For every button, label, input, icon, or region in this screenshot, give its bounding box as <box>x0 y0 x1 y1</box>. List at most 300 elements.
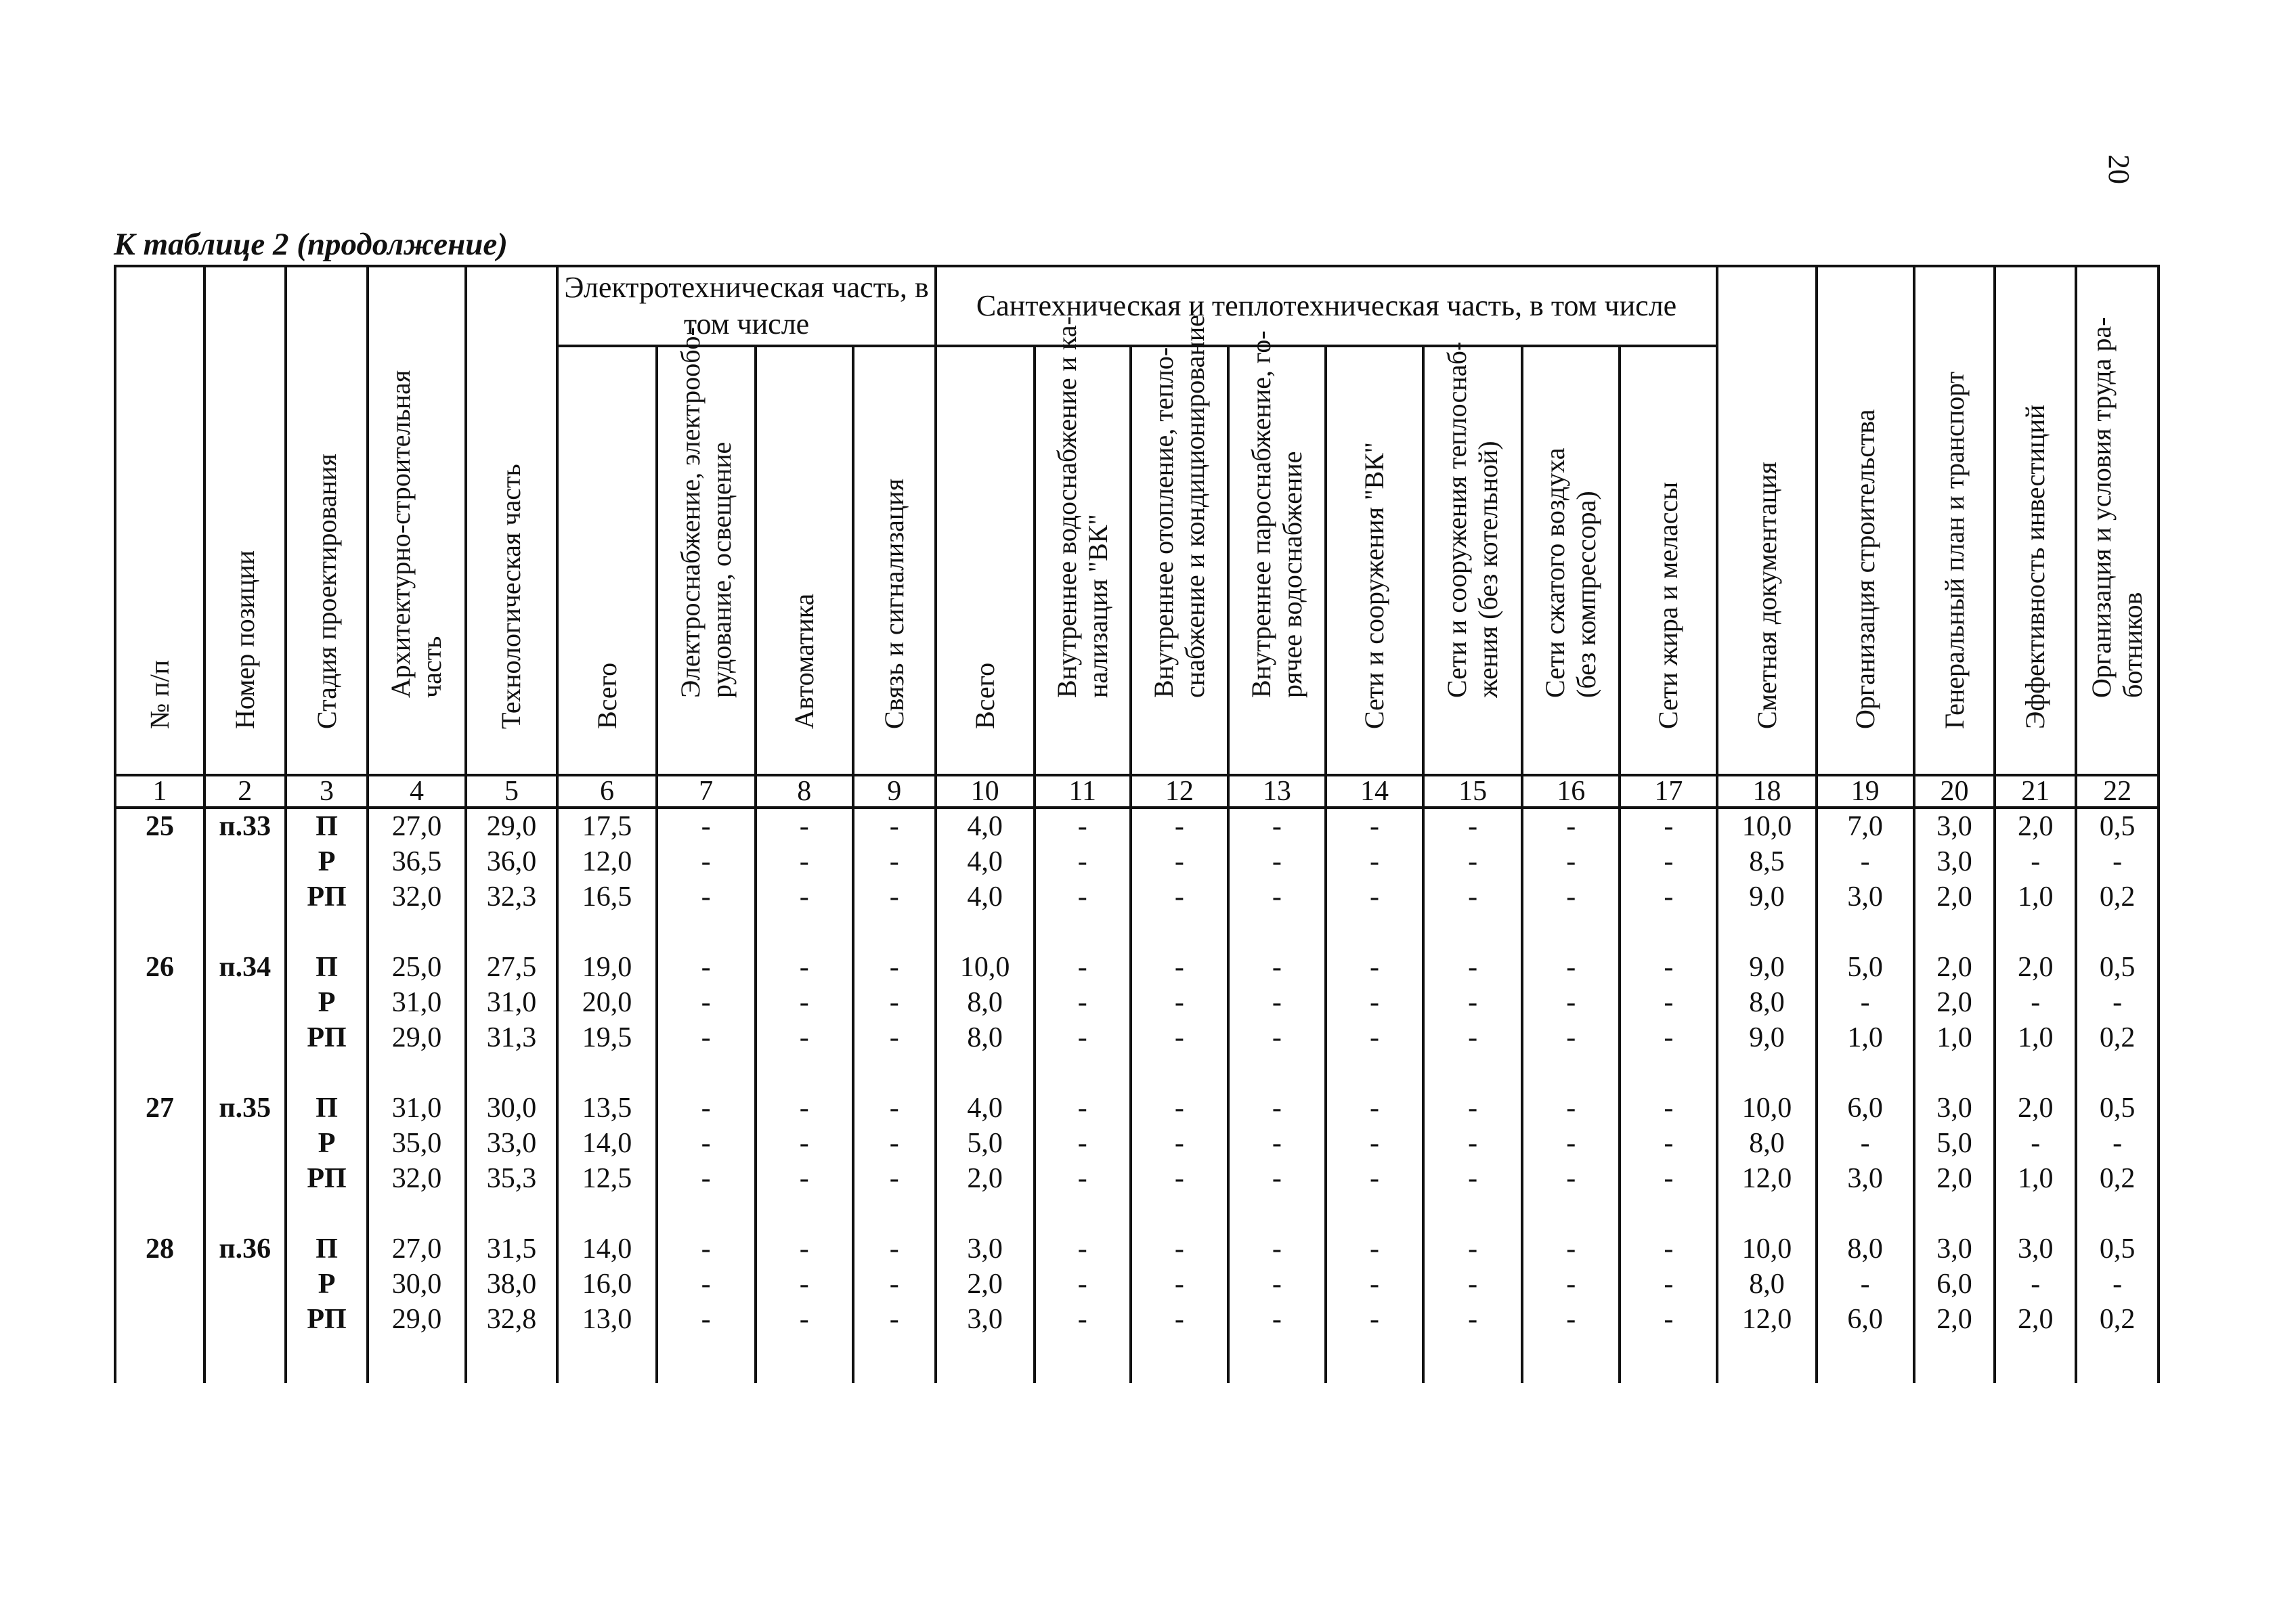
value-cell: 8,0 <box>1717 1126 1816 1161</box>
value-cell: 25,0 <box>368 950 465 985</box>
column-number: 5 <box>466 775 558 808</box>
column-number: 14 <box>1326 775 1423 808</box>
value-cell: - <box>1326 1267 1423 1302</box>
column-header-label: Автоматика <box>788 593 819 729</box>
value-cell: - <box>1995 1126 2076 1161</box>
value-cell: - <box>1522 1231 1620 1267</box>
value-cell: 2,0 <box>936 1267 1035 1302</box>
stage-cell: П <box>286 1231 368 1267</box>
position-number <box>204 985 286 1020</box>
value-cell: - <box>1131 1161 1228 1196</box>
value-cell: 0,2 <box>2076 879 2159 915</box>
value-cell: 32,0 <box>368 879 465 915</box>
column-header-20 <box>1914 266 1995 775</box>
value-cell: - <box>1620 950 1717 985</box>
data-table <box>114 265 2160 1383</box>
value-cell: 13,5 <box>557 1091 656 1126</box>
value-cell: 0,2 <box>2076 1020 2159 1055</box>
value-cell: - <box>1326 1302 1423 1337</box>
table-row <box>115 1267 2159 1302</box>
value-cell: 3,0 <box>936 1302 1035 1337</box>
row-number <box>115 1267 204 1302</box>
value-cell: 29,0 <box>466 808 558 844</box>
value-cell: - <box>1620 1161 1717 1196</box>
value-cell: 6,0 <box>1817 1091 1914 1126</box>
value-cell: - <box>1228 844 1326 879</box>
column-number: 12 <box>1131 775 1228 808</box>
column-header-8 <box>756 346 853 775</box>
value-cell: - <box>1620 1091 1717 1126</box>
value-cell: 16,0 <box>557 1267 656 1302</box>
value-cell: - <box>1035 1231 1131 1267</box>
column-number: 6 <box>557 775 656 808</box>
row-spacer <box>115 1337 2159 1383</box>
value-cell: - <box>1620 844 1717 879</box>
value-cell: 1,0 <box>1995 879 2076 915</box>
column-header-label: Внутреннее пароснабжение, го- рячее водоснабжение <box>1245 330 1307 698</box>
value-cell: - <box>1522 808 1620 844</box>
value-cell: - <box>1423 950 1522 985</box>
value-cell: - <box>1423 1161 1522 1196</box>
value-cell: - <box>1522 879 1620 915</box>
value-cell: - <box>1995 844 2076 879</box>
row-number <box>115 1126 204 1161</box>
value-cell: - <box>756 1302 853 1337</box>
value-cell: 0,5 <box>2076 950 2159 985</box>
value-cell: - <box>1423 1091 1522 1126</box>
value-cell: 36,0 <box>466 844 558 879</box>
position-number <box>204 1302 286 1337</box>
row-number <box>115 1020 204 1055</box>
value-cell: - <box>1326 950 1423 985</box>
column-number: 2 <box>204 775 286 808</box>
column-header-10 <box>936 346 1035 775</box>
value-cell: - <box>853 950 936 985</box>
value-cell: - <box>1131 808 1228 844</box>
position-number: п.35 <box>204 1091 286 1126</box>
value-cell: 2,0 <box>1914 950 1995 985</box>
value-cell: - <box>1035 1020 1131 1055</box>
column-header-4 <box>368 266 465 775</box>
value-cell: - <box>1995 985 2076 1020</box>
column-header-label: Организация строительства <box>1849 409 1880 729</box>
value-cell: - <box>1035 1161 1131 1196</box>
value-cell: - <box>1423 985 1522 1020</box>
value-cell: 2,0 <box>1914 1161 1995 1196</box>
column-number: 13 <box>1228 775 1326 808</box>
value-cell: - <box>1326 985 1423 1020</box>
value-cell: - <box>1620 1020 1717 1055</box>
column-header-14 <box>1326 346 1423 775</box>
column-number: 21 <box>1995 775 2076 808</box>
value-cell: - <box>1326 1020 1423 1055</box>
value-cell: 31,3 <box>466 1020 558 1055</box>
value-cell: - <box>756 950 853 985</box>
value-cell: - <box>1035 1302 1131 1337</box>
position-number <box>204 1267 286 1302</box>
value-cell: 5,0 <box>1914 1126 1995 1161</box>
value-cell: - <box>1326 1231 1423 1267</box>
value-cell: - <box>1817 844 1914 879</box>
row-number: 28 <box>115 1231 204 1267</box>
value-cell: - <box>2076 1126 2159 1161</box>
value-cell: - <box>1035 1267 1131 1302</box>
value-cell: - <box>1423 808 1522 844</box>
value-cell: 16,5 <box>557 879 656 915</box>
group-header-santeh: Сантехническая и теплотехническая часть, в том числе <box>936 266 1718 346</box>
stage-cell: Р <box>286 1267 368 1302</box>
value-cell: 19,5 <box>557 1020 656 1055</box>
value-cell: - <box>1131 844 1228 879</box>
value-cell: - <box>756 1161 853 1196</box>
value-cell: 35,3 <box>466 1161 558 1196</box>
value-cell: 8,0 <box>936 985 1035 1020</box>
column-header-label: Внутреннее водоснабжение и ка- нализация "ВК" <box>1051 316 1113 698</box>
row-number <box>115 1302 204 1337</box>
value-cell: - <box>1423 1020 1522 1055</box>
row-number <box>115 844 204 879</box>
value-cell: - <box>1326 879 1423 915</box>
value-cell: 35,0 <box>368 1126 465 1161</box>
row-spacer <box>115 915 2159 950</box>
column-header-1 <box>115 266 204 775</box>
value-cell: - <box>657 1091 756 1126</box>
value-cell: - <box>657 844 756 879</box>
stage-cell: П <box>286 950 368 985</box>
value-cell: - <box>1423 1302 1522 1337</box>
value-cell: 2,0 <box>1995 1302 2076 1337</box>
value-cell: 2,0 <box>1914 879 1995 915</box>
value-cell: 2,0 <box>1995 950 2076 985</box>
value-cell: - <box>1817 985 1914 1020</box>
value-cell: - <box>853 985 936 1020</box>
value-cell: 14,0 <box>557 1231 656 1267</box>
value-cell: 8,0 <box>1817 1231 1914 1267</box>
value-cell: - <box>853 1161 936 1196</box>
position-number <box>204 844 286 879</box>
column-number: 8 <box>756 775 853 808</box>
value-cell: 27,0 <box>368 1231 465 1267</box>
value-cell: - <box>1035 950 1131 985</box>
value-cell: 27,0 <box>368 808 465 844</box>
value-cell: - <box>657 950 756 985</box>
value-cell: - <box>1035 879 1131 915</box>
value-cell: - <box>1817 1126 1914 1161</box>
column-header-label: Номер позиции <box>229 550 260 729</box>
value-cell: 2,0 <box>1995 808 2076 844</box>
value-cell: - <box>1131 1231 1228 1267</box>
table-row <box>115 1231 2159 1267</box>
row-number: 25 <box>115 808 204 844</box>
value-cell: - <box>1228 1020 1326 1055</box>
value-cell: 3,0 <box>1914 1231 1995 1267</box>
value-cell: 9,0 <box>1717 950 1816 985</box>
table-row <box>115 808 2159 844</box>
position-number: п.34 <box>204 950 286 985</box>
value-cell: 3,0 <box>1914 844 1995 879</box>
column-number: 16 <box>1522 775 1620 808</box>
stage-cell: П <box>286 808 368 844</box>
value-cell: - <box>657 985 756 1020</box>
column-header-label: Электроснабжение, электрообо- рудование, освещение <box>674 327 737 698</box>
column-header-9 <box>853 346 936 775</box>
column-number: 9 <box>853 775 936 808</box>
column-number: 1 <box>115 775 204 808</box>
value-cell: - <box>1228 879 1326 915</box>
column-header-6 <box>557 346 656 775</box>
row-spacer <box>115 1196 2159 1231</box>
column-header-label: Организация и условия труда ра- ботников <box>2086 317 2148 698</box>
stage-cell: РП <box>286 1161 368 1196</box>
value-cell: 3,0 <box>1817 879 1914 915</box>
value-cell: - <box>1228 1302 1326 1337</box>
value-cell: 10,0 <box>936 950 1035 985</box>
value-cell: - <box>853 1231 936 1267</box>
column-header-17 <box>1620 346 1717 775</box>
position-number <box>204 1126 286 1161</box>
column-header-19 <box>1817 266 1914 775</box>
value-cell: - <box>1423 1126 1522 1161</box>
value-cell: - <box>2076 844 2159 879</box>
column-header-22 <box>2076 266 2159 775</box>
column-number: 19 <box>1817 775 1914 808</box>
stage-cell: РП <box>286 1302 368 1337</box>
value-cell: - <box>1620 1302 1717 1337</box>
value-cell: - <box>1423 844 1522 879</box>
value-cell: - <box>1522 1126 1620 1161</box>
column-header-5 <box>466 266 558 775</box>
column-header-label: Генеральный план и транспорт <box>1938 371 1970 729</box>
column-header-16 <box>1522 346 1620 775</box>
stage-cell: РП <box>286 879 368 915</box>
value-cell: 7,0 <box>1817 808 1914 844</box>
value-cell: - <box>756 985 853 1020</box>
value-cell: - <box>1522 1161 1620 1196</box>
value-cell: - <box>853 1302 936 1337</box>
row-number <box>115 985 204 1020</box>
value-cell: 32,3 <box>466 879 558 915</box>
value-cell: 10,0 <box>1717 1091 1816 1126</box>
value-cell: - <box>657 1126 756 1161</box>
value-cell: 10,0 <box>1717 1231 1816 1267</box>
column-header-label: Сети сжатого воздуха (без компрессора) <box>1540 447 1602 698</box>
value-cell: 30,0 <box>368 1267 465 1302</box>
value-cell: - <box>1035 1126 1131 1161</box>
value-cell: - <box>1995 1267 2076 1302</box>
value-cell: - <box>1228 985 1326 1020</box>
column-header-label: Сети и сооружения "ВК" <box>1359 441 1390 729</box>
value-cell: 12,5 <box>557 1161 656 1196</box>
table-row <box>115 1161 2159 1196</box>
value-cell: 29,0 <box>368 1302 465 1337</box>
value-cell: 0,2 <box>2076 1161 2159 1196</box>
column-header-label: Внутреннее отопление, тепло- снабжение и кондиционирование <box>1148 315 1210 698</box>
value-cell: 8,0 <box>1717 985 1816 1020</box>
value-cell: - <box>1228 1231 1326 1267</box>
value-cell: - <box>1620 1126 1717 1161</box>
value-cell: - <box>853 1091 936 1126</box>
column-header-13 <box>1228 330 1326 775</box>
value-cell: 3,0 <box>936 1231 1035 1267</box>
value-cell: - <box>1620 879 1717 915</box>
value-cell: 6,0 <box>1817 1302 1914 1337</box>
value-cell: 1,0 <box>1995 1020 2076 1055</box>
value-cell: - <box>853 1267 936 1302</box>
value-cell: 4,0 <box>936 844 1035 879</box>
value-cell: 0,2 <box>2076 1302 2159 1337</box>
value-cell: - <box>1522 985 1620 1020</box>
column-header-label: Всего <box>591 662 622 729</box>
column-number: 18 <box>1717 775 1816 808</box>
value-cell: 36,5 <box>368 844 465 879</box>
value-cell: 5,0 <box>936 1126 1035 1161</box>
value-cell: - <box>657 808 756 844</box>
value-cell: 10,0 <box>1717 808 1816 844</box>
value-cell: - <box>1326 1126 1423 1161</box>
column-number: 22 <box>2076 775 2159 808</box>
column-header-label: Сети и сооружения теплоснаб- жения (без котельной) <box>1442 341 1504 698</box>
value-cell: - <box>1131 950 1228 985</box>
column-number: 3 <box>286 775 368 808</box>
value-cell: 12,0 <box>1717 1302 1816 1337</box>
position-number <box>204 1161 286 1196</box>
table-row <box>115 950 2159 985</box>
table-row <box>115 879 2159 915</box>
stage-cell: Р <box>286 985 368 1020</box>
value-cell: 12,0 <box>557 844 656 879</box>
page-number: 20 <box>2102 154 2136 184</box>
value-cell: 5,0 <box>1817 950 1914 985</box>
row-spacer <box>115 1055 2159 1091</box>
column-number: 10 <box>936 775 1035 808</box>
value-cell: - <box>756 1091 853 1126</box>
position-number <box>204 879 286 915</box>
value-cell: - <box>1326 808 1423 844</box>
value-cell: - <box>1522 1091 1620 1126</box>
value-cell: 30,0 <box>466 1091 558 1126</box>
value-cell: 2,0 <box>1914 1302 1995 1337</box>
column-header-18 <box>1717 266 1816 775</box>
value-cell: - <box>756 1267 853 1302</box>
value-cell: - <box>853 808 936 844</box>
value-cell: 2,0 <box>936 1161 1035 1196</box>
value-cell: - <box>1228 808 1326 844</box>
column-header-21 <box>1995 266 2076 775</box>
column-header-label: Архитектурно-строительная часть <box>385 370 448 698</box>
column-header-label: Эффективность инвестиций <box>2020 404 2051 729</box>
column-header-7 <box>657 327 756 775</box>
table-row <box>115 1020 2159 1055</box>
row-number <box>115 879 204 915</box>
column-header-12 <box>1131 315 1228 775</box>
value-cell: - <box>853 1126 936 1161</box>
value-cell: - <box>1620 1267 1717 1302</box>
stage-cell: Р <box>286 844 368 879</box>
value-cell: 2,0 <box>1914 985 1995 1020</box>
column-number-row <box>115 775 2159 808</box>
value-cell: - <box>657 1302 756 1337</box>
value-cell: 20,0 <box>557 985 656 1020</box>
column-header-15 <box>1423 341 1522 775</box>
value-cell: 0,5 <box>2076 1231 2159 1267</box>
row-number <box>115 1161 204 1196</box>
value-cell: - <box>1131 985 1228 1020</box>
value-cell: 17,5 <box>557 808 656 844</box>
value-cell: - <box>1131 1302 1228 1337</box>
position-number <box>204 1020 286 1055</box>
value-cell: 6,0 <box>1914 1267 1995 1302</box>
value-cell: - <box>1131 1267 1228 1302</box>
value-cell: - <box>853 1020 936 1055</box>
table-row <box>115 1126 2159 1161</box>
column-number: 7 <box>657 775 756 808</box>
value-cell: - <box>657 879 756 915</box>
column-header-11 <box>1035 316 1131 775</box>
column-header-label: Связь и сигнализация <box>878 478 909 729</box>
value-cell: 3,0 <box>1914 808 1995 844</box>
header-row-groups <box>115 266 2159 346</box>
column-header-3 <box>286 266 368 775</box>
column-header-label: Стадия проектирования <box>311 454 342 729</box>
value-cell: 27,5 <box>466 950 558 985</box>
value-cell: - <box>1522 844 1620 879</box>
position-number: п.33 <box>204 808 286 844</box>
value-cell: - <box>853 844 936 879</box>
value-cell: 4,0 <box>936 1091 1035 1126</box>
value-cell: - <box>756 1231 853 1267</box>
position-number: п.36 <box>204 1231 286 1267</box>
value-cell: 31,5 <box>466 1231 558 1267</box>
value-cell: - <box>1131 1091 1228 1126</box>
value-cell: - <box>756 1020 853 1055</box>
value-cell: 0,5 <box>2076 808 2159 844</box>
value-cell: - <box>1131 1020 1228 1055</box>
value-cell: - <box>657 1267 756 1302</box>
stage-cell: Р <box>286 1126 368 1161</box>
value-cell: - <box>1522 950 1620 985</box>
value-cell: - <box>1131 1126 1228 1161</box>
value-cell: 9,0 <box>1717 1020 1816 1055</box>
value-cell: - <box>1423 879 1522 915</box>
value-cell: 33,0 <box>466 1126 558 1161</box>
value-cell: 8,0 <box>936 1020 1035 1055</box>
value-cell: - <box>1228 1267 1326 1302</box>
value-cell: 1,0 <box>1817 1020 1914 1055</box>
table-caption: К таблице 2 (продолжение) <box>114 225 508 267</box>
value-cell: - <box>756 879 853 915</box>
value-cell: 0,5 <box>2076 1091 2159 1126</box>
column-header-label: Всего <box>969 662 1000 729</box>
value-cell: 12,0 <box>1717 1161 1816 1196</box>
value-cell: 32,0 <box>368 1161 465 1196</box>
table-row <box>115 1302 2159 1337</box>
value-cell: 31,0 <box>368 1091 465 1126</box>
value-cell: - <box>657 1020 756 1055</box>
value-cell: - <box>1817 1267 1914 1302</box>
value-cell: 31,0 <box>368 985 465 1020</box>
value-cell: - <box>1522 1267 1620 1302</box>
value-cell: - <box>1423 1267 1522 1302</box>
value-cell: - <box>756 808 853 844</box>
value-cell: - <box>1620 985 1717 1020</box>
value-cell: - <box>756 844 853 879</box>
column-number: 20 <box>1914 775 1995 808</box>
value-cell: - <box>1620 808 1717 844</box>
value-cell: 13,0 <box>557 1302 656 1337</box>
value-cell: - <box>1522 1020 1620 1055</box>
value-cell: 4,0 <box>936 879 1035 915</box>
value-cell: 14,0 <box>557 1126 656 1161</box>
